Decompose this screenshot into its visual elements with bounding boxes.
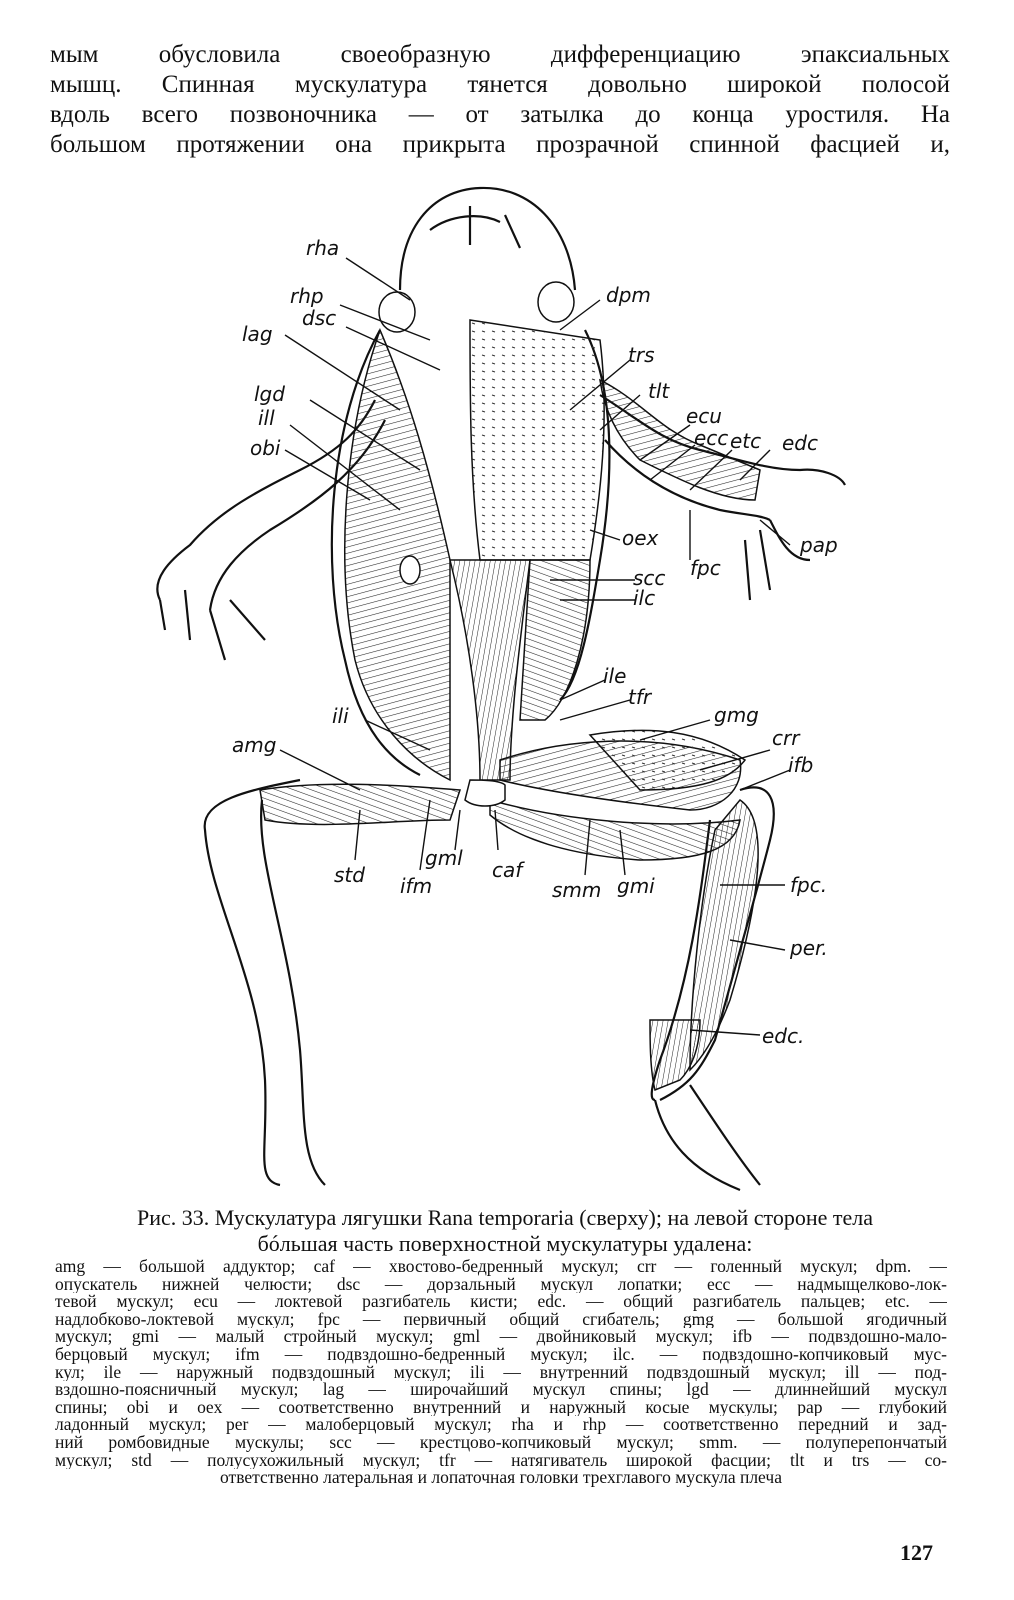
label-rha: rha [306, 236, 340, 260]
label-ifm: ifm [400, 874, 433, 898]
intro-line: мышц. Спинная мускулатура тянется довольно широкой полосой [50, 71, 950, 98]
label-ecu: ecu [686, 404, 722, 428]
legend-line: надлобково-локтевой мускул; fpc — первичный общий сгибатель; gmg — большой ягодичный [55, 1310, 947, 1329]
label-ili: ili [332, 704, 349, 728]
label-oex: oex [622, 526, 659, 550]
label-fpc-leg: fpc. [790, 873, 828, 897]
legend-line: ладонный мускул; per — малоберцовый мускул; rha и rhp — соответственно передний и зад- [55, 1416, 947, 1434]
caption-title-line: бóльшая часть поверхностной мускулатуры удалена: [257, 1231, 753, 1256]
label-ile: ile [603, 664, 627, 688]
label-amg: amg [232, 733, 277, 757]
label-trs: trs [628, 343, 655, 367]
figure-legend [55, 1258, 947, 1487]
muscle-regions [260, 282, 760, 1090]
label-scc: scc [633, 566, 666, 590]
legend-line: мускул; std — полусухожильный мускул; tfr — натягиватель широкой фасции; tlt и trs — со- [55, 1451, 947, 1470]
label-caf: caf [492, 858, 523, 882]
label-dsc: dsc [302, 306, 337, 330]
label-pap: pap [800, 533, 838, 557]
label-lag: lag [242, 322, 273, 346]
legend-line: опускатель нижней челюсти; dsc — дорзальный мускул лопатки; ecc — надмыщелково-лок- [55, 1275, 947, 1294]
label-fpc: fpc [690, 556, 721, 580]
intro-line: мым обусловила своеобразную дифференциацию эпаксиальных [50, 41, 950, 68]
label-crr: crr [772, 726, 800, 750]
label-gmg: gmg [714, 703, 759, 727]
label-rhp: rhp [290, 284, 324, 308]
legend-line: ний ромбовидные мускулы; scc — крестцово-копчиковый мускул; smm. — полуперепончатый [55, 1433, 947, 1452]
label-tfr: tfr [628, 685, 652, 709]
legend-line: берцовый мускул; ifm — подвздошно-бедренный мускул; ilc. — подвздошно-копчиковый мус- [55, 1345, 947, 1364]
legend-line: спины; obi и oex — соответственно внутренний и наружный косые мускулы; pap — глубокий [55, 1398, 947, 1417]
label-smm: smm [552, 878, 602, 902]
caption-title-line: Рис. 33. Мускулатура лягушки Rana temporaria (сверху); на левой стороне тела [137, 1205, 873, 1230]
legend-line: amg — большой аддуктор; caf — хвостово-бедренный мускул; crr — голенный мускул; dpm. — [55, 1258, 947, 1276]
label-lgd: lgd [254, 382, 285, 406]
legend-line: тевой мускул; ecu — локтевой разгибатель кисти; edc. — общий разгибатель пальцев; etc. — [55, 1293, 947, 1311]
label-gmi: gmi [617, 874, 655, 898]
label-edc-leg: edc. [762, 1024, 805, 1048]
label-ecc: ecc [694, 426, 729, 450]
label-tlt: tlt [648, 379, 670, 403]
label-edc: edc [782, 431, 818, 455]
legend-line: вздошно-поясничный мускул; lag — широчайший мускул спины; lgd — длиннейший мускул [55, 1381, 947, 1399]
legend-line: ответственно латеральная и лопаточная головки трехглавого мускула плеча [220, 1469, 782, 1487]
legend-line: кул; ile — наружный подвздошный мускул; ili — внутренний подвздошный мускул; ill — под- [55, 1363, 947, 1382]
intro-line: вдоль всего позвоночника — от затылка до конца уростиля. На [50, 101, 950, 128]
legend-line: мускул; gmi — малый стройный мускул; gml — двойниковый мускул; ifb — подвздошно-мало- [55, 1328, 947, 1346]
label-std: std [334, 863, 365, 887]
intro-line: большом протяжении она прикрыта прозрачной спинной фасцией и, [50, 131, 950, 158]
label-ill: ill [258, 406, 275, 430]
label-obi: obi [250, 436, 281, 460]
figure-caption-title [55, 1205, 955, 1257]
label-ifb: ifb [788, 753, 814, 777]
label-per: per. [790, 936, 828, 960]
label-ilc: ilc [633, 586, 656, 610]
page-number: 127 [900, 1540, 933, 1565]
label-gml: gml [425, 846, 463, 870]
label-dpm: dpm [606, 283, 651, 307]
label-etc: etc [730, 429, 762, 453]
